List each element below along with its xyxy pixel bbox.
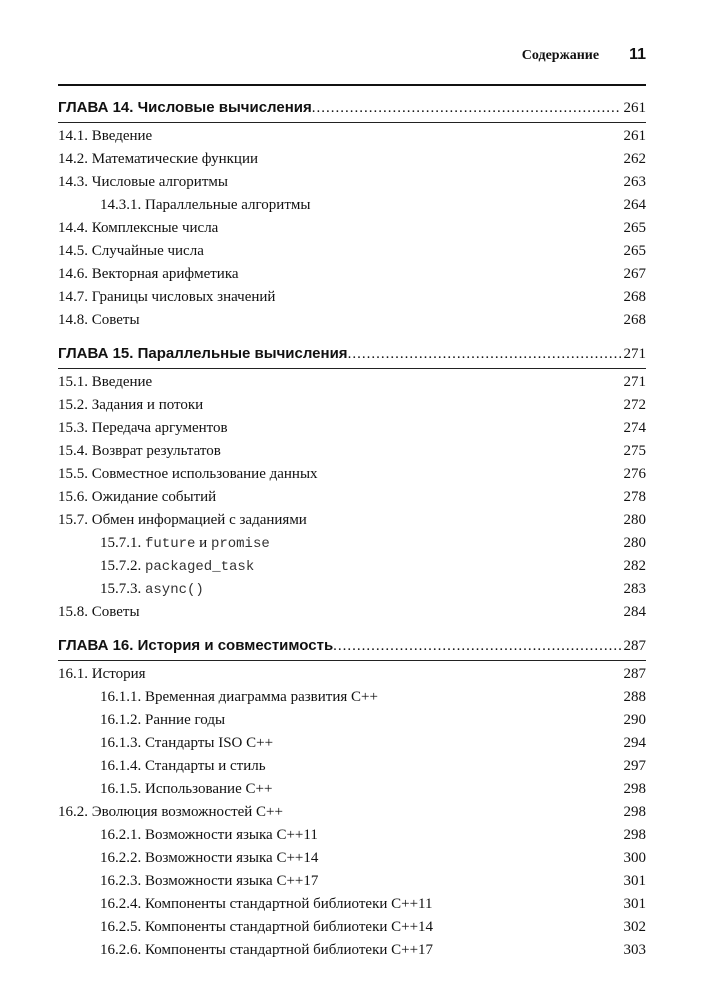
entry-text <box>58 463 318 486</box>
entry-title: Использование С++ <box>145 781 273 797</box>
toc-entry[interactable] <box>58 578 646 601</box>
entry-number: 14.5. <box>58 243 88 259</box>
entry-title: Введение <box>91 374 153 390</box>
entry-page-number: 272 <box>623 397 646 413</box>
toc-entry[interactable] <box>58 463 646 486</box>
entry-text <box>58 686 378 709</box>
toc-entry[interactable] <box>58 732 646 755</box>
toc-entry[interactable] <box>58 532 646 555</box>
toc-entry[interactable] <box>58 440 646 463</box>
entry-number: 14.3.1. <box>100 197 142 213</box>
entry-number: 15.7.3. <box>100 581 142 597</box>
entry-list <box>58 125 646 332</box>
entry-title: Возможности языка С++11 <box>145 827 318 843</box>
toc-entry[interactable] <box>58 755 646 778</box>
entry-title: Эволюция возможностей С++ <box>91 804 283 820</box>
entry-number: 16.2.5. <box>100 919 142 935</box>
entry-page-number: 280 <box>623 535 646 551</box>
entry-number: 14.2. <box>58 151 88 167</box>
entry-title: и <box>195 535 211 551</box>
entry-title: История <box>91 666 146 682</box>
entry-page-number: 267 <box>623 266 646 282</box>
toc-entry[interactable] <box>58 893 646 916</box>
toc-entry[interactable] <box>58 486 646 509</box>
entry-number: 15.6. <box>58 489 88 505</box>
entry-number: 15.2. <box>58 397 88 413</box>
entry-number: 15.8. <box>58 604 88 620</box>
dot-leader <box>333 636 620 656</box>
entry-number: 16.2.1. <box>100 827 142 843</box>
chapter-heading[interactable] <box>58 344 646 364</box>
toc-entry[interactable] <box>58 194 646 217</box>
entry-title: Совместное использование данных <box>91 466 318 482</box>
entry-number: 15.7.1. <box>100 535 142 551</box>
toc-page <box>58 46 646 962</box>
entry-title: Передача аргументов <box>91 420 228 436</box>
entry-title: Возможности языка С++17 <box>145 873 319 889</box>
dot-leader <box>348 344 621 364</box>
chapter-rule <box>58 368 646 369</box>
entry-number: 14.1. <box>58 128 88 144</box>
chapter-heading[interactable] <box>58 636 646 656</box>
entry-text <box>58 148 258 171</box>
entry-page-number: 298 <box>623 827 646 843</box>
entry-text <box>58 824 318 847</box>
entry-page-number: 290 <box>623 712 646 728</box>
toc-entry[interactable] <box>58 217 646 240</box>
toc-entry[interactable] <box>58 824 646 847</box>
table-of-contents <box>58 98 646 962</box>
entry-title: Границы числовых значений <box>91 289 276 305</box>
entry-title: Возможности языка С++14 <box>145 850 319 866</box>
entry-text <box>58 371 152 394</box>
entry-number: 16.2.2. <box>100 850 142 866</box>
toc-entry[interactable] <box>58 509 646 532</box>
entry-list <box>58 663 646 962</box>
entry-number: 14.4. <box>58 220 88 236</box>
dot-leader <box>312 98 621 118</box>
toc-entry[interactable] <box>58 371 646 394</box>
entry-number: 16.1. <box>58 666 88 682</box>
entry-title: Советы <box>91 312 140 328</box>
toc-entry[interactable] <box>58 555 646 578</box>
entry-text <box>58 755 266 778</box>
toc-entry[interactable] <box>58 309 646 332</box>
chapter-page-number: 261 <box>623 100 646 116</box>
chapter-page-number: 271 <box>623 346 646 362</box>
entry-text <box>58 486 216 509</box>
entry-page-number: 268 <box>623 289 646 305</box>
toc-entry[interactable] <box>58 240 646 263</box>
entry-text <box>58 532 270 555</box>
chapter-rule <box>58 122 646 123</box>
entry-title: Комплексные числа <box>91 220 219 236</box>
entry-number: 16.1.4. <box>100 758 142 774</box>
entry-code: packaged_task <box>145 559 255 575</box>
entry-title: Стандарты ISO С++ <box>145 735 274 751</box>
entry-title: Случайные числа <box>91 243 204 259</box>
entry-page-number: 261 <box>623 128 646 144</box>
entry-number: 16.1.1. <box>100 689 142 705</box>
toc-entry[interactable] <box>58 663 646 686</box>
entry-page-number: 276 <box>623 466 646 482</box>
entry-page-number: 264 <box>623 197 646 213</box>
toc-entry[interactable] <box>58 125 646 148</box>
toc-entry[interactable] <box>58 870 646 893</box>
entry-page-number: 303 <box>623 942 646 958</box>
entry-code: future <box>145 536 196 552</box>
entry-text <box>58 939 433 962</box>
entry-title: Возврат результатов <box>91 443 221 459</box>
entry-page-number: 265 <box>623 220 646 236</box>
entry-page-number: 268 <box>623 312 646 328</box>
entry-number: 14.7. <box>58 289 88 305</box>
entry-text <box>58 663 146 686</box>
entry-title: Задания и потоки <box>91 397 204 413</box>
entry-text <box>58 778 272 801</box>
entry-text <box>58 555 254 578</box>
entry-page-number: 294 <box>623 735 646 751</box>
entry-title: Векторная арифметика <box>91 266 239 282</box>
entry-number: 16.2.6. <box>100 942 142 958</box>
toc-entry[interactable] <box>58 148 646 171</box>
toc-entry[interactable] <box>58 916 646 939</box>
entry-text <box>58 709 225 732</box>
entry-title: Обмен информацией с заданиями <box>91 512 307 528</box>
entry-text <box>58 217 218 240</box>
entry-page-number: 263 <box>623 174 646 190</box>
entry-text <box>58 309 140 332</box>
entry-number: 15.7. <box>58 512 88 528</box>
toc-entry[interactable] <box>58 417 646 440</box>
header-rule <box>58 84 646 86</box>
entry-number: 16.2.4. <box>100 896 142 912</box>
entry-number: 15.5. <box>58 466 88 482</box>
entry-code: async() <box>145 582 204 598</box>
entry-text <box>58 171 228 194</box>
entry-page-number: 297 <box>623 758 646 774</box>
entry-title: Компоненты стандартной библиотеки С++14 <box>145 919 434 935</box>
entry-text <box>58 732 273 755</box>
entry-text <box>58 870 318 893</box>
entry-page-number: 265 <box>623 243 646 259</box>
chapter-heading[interactable] <box>58 98 646 118</box>
entry-text <box>58 125 152 148</box>
toc-entry[interactable] <box>58 847 646 870</box>
entry-text <box>58 263 239 286</box>
chapter-section <box>58 344 646 624</box>
entry-title: Советы <box>91 604 140 620</box>
chapter-page-number: 287 <box>623 638 646 654</box>
entry-title: Ожидание событий <box>91 489 217 505</box>
entry-page-number: 284 <box>623 604 646 620</box>
running-head <box>58 46 646 72</box>
entry-page-number: 280 <box>623 512 646 528</box>
entry-title: Математические функции <box>91 151 259 167</box>
entry-page-number: 278 <box>623 489 646 505</box>
chapter-title: ГЛАВА 14. Числовые вычисления <box>58 99 312 116</box>
entry-title: Стандарты и стиль <box>145 758 266 774</box>
chapter-section <box>58 98 646 332</box>
entry-page-number: 271 <box>623 374 646 390</box>
entry-number: 16.1.5. <box>100 781 142 797</box>
entry-page-number: 283 <box>623 581 646 597</box>
toc-entry[interactable] <box>58 801 646 824</box>
entry-text <box>58 286 275 309</box>
entry-page-number: 274 <box>623 420 646 436</box>
entry-number: 14.3. <box>58 174 88 190</box>
entry-text <box>58 509 307 532</box>
entry-number: 15.4. <box>58 443 88 459</box>
entry-number: 15.7.2. <box>100 558 142 574</box>
toc-entry[interactable] <box>58 601 646 624</box>
entry-text <box>58 847 318 870</box>
toc-entry[interactable] <box>58 286 646 309</box>
entry-text <box>58 194 310 217</box>
toc-entry[interactable] <box>58 394 646 417</box>
entry-text <box>58 601 140 624</box>
toc-entry[interactable] <box>58 939 646 962</box>
entry-page-number: 302 <box>623 919 646 935</box>
toc-entry[interactable] <box>58 709 646 732</box>
entry-number: 16.2. <box>58 804 88 820</box>
entry-title: Параллельные алгоритмы <box>145 197 311 213</box>
entry-page-number: 298 <box>623 804 646 820</box>
entry-text <box>58 417 228 440</box>
entry-text <box>58 893 433 916</box>
entry-number: 15.1. <box>58 374 88 390</box>
entry-page-number: 301 <box>623 873 646 889</box>
chapter-rule <box>58 660 646 661</box>
entry-title: Временная диаграмма развития С++ <box>145 689 378 705</box>
entry-title: Компоненты стандартной библиотеки С++11 <box>145 896 433 912</box>
entry-page-number: 287 <box>623 666 646 682</box>
entry-text <box>58 578 204 601</box>
entry-page-number: 275 <box>623 443 646 459</box>
entry-text <box>58 916 433 939</box>
entry-title: Ранние годы <box>145 712 226 728</box>
chapter-title: ГЛАВА 15. Параллельные вычисления <box>58 345 348 362</box>
entry-page-number: 298 <box>623 781 646 797</box>
entry-text <box>58 394 203 417</box>
toc-entry[interactable] <box>58 263 646 286</box>
entry-number: 14.6. <box>58 266 88 282</box>
toc-entry[interactable] <box>58 686 646 709</box>
entry-title: Введение <box>91 128 153 144</box>
entry-text <box>58 801 283 824</box>
entry-page-number: 288 <box>623 689 646 705</box>
entry-text <box>58 440 221 463</box>
entry-number: 16.2.3. <box>100 873 142 889</box>
chapter-section <box>58 636 646 962</box>
entry-list <box>58 371 646 624</box>
entry-text <box>58 240 204 263</box>
toc-entry[interactable] <box>58 778 646 801</box>
entry-page-number: 301 <box>623 896 646 912</box>
running-head-title: Содержание <box>521 48 600 63</box>
chapter-title: ГЛАВА 16. История и совместимость <box>58 637 334 654</box>
entry-number: 15.3. <box>58 420 88 436</box>
entry-title: Числовые алгоритмы <box>91 174 228 190</box>
entry-number: 16.1.3. <box>100 735 142 751</box>
entry-code: promise <box>210 536 270 552</box>
running-head-page-number: 11 <box>629 46 646 63</box>
entry-page-number: 262 <box>623 151 646 167</box>
entry-number: 16.1.2. <box>100 712 142 728</box>
entry-page-number: 300 <box>623 850 646 866</box>
entry-number: 14.8. <box>58 312 88 328</box>
entry-page-number: 282 <box>623 558 646 574</box>
entry-title: Компоненты стандартной библиотеки С++17 <box>145 942 434 958</box>
toc-entry[interactable] <box>58 171 646 194</box>
